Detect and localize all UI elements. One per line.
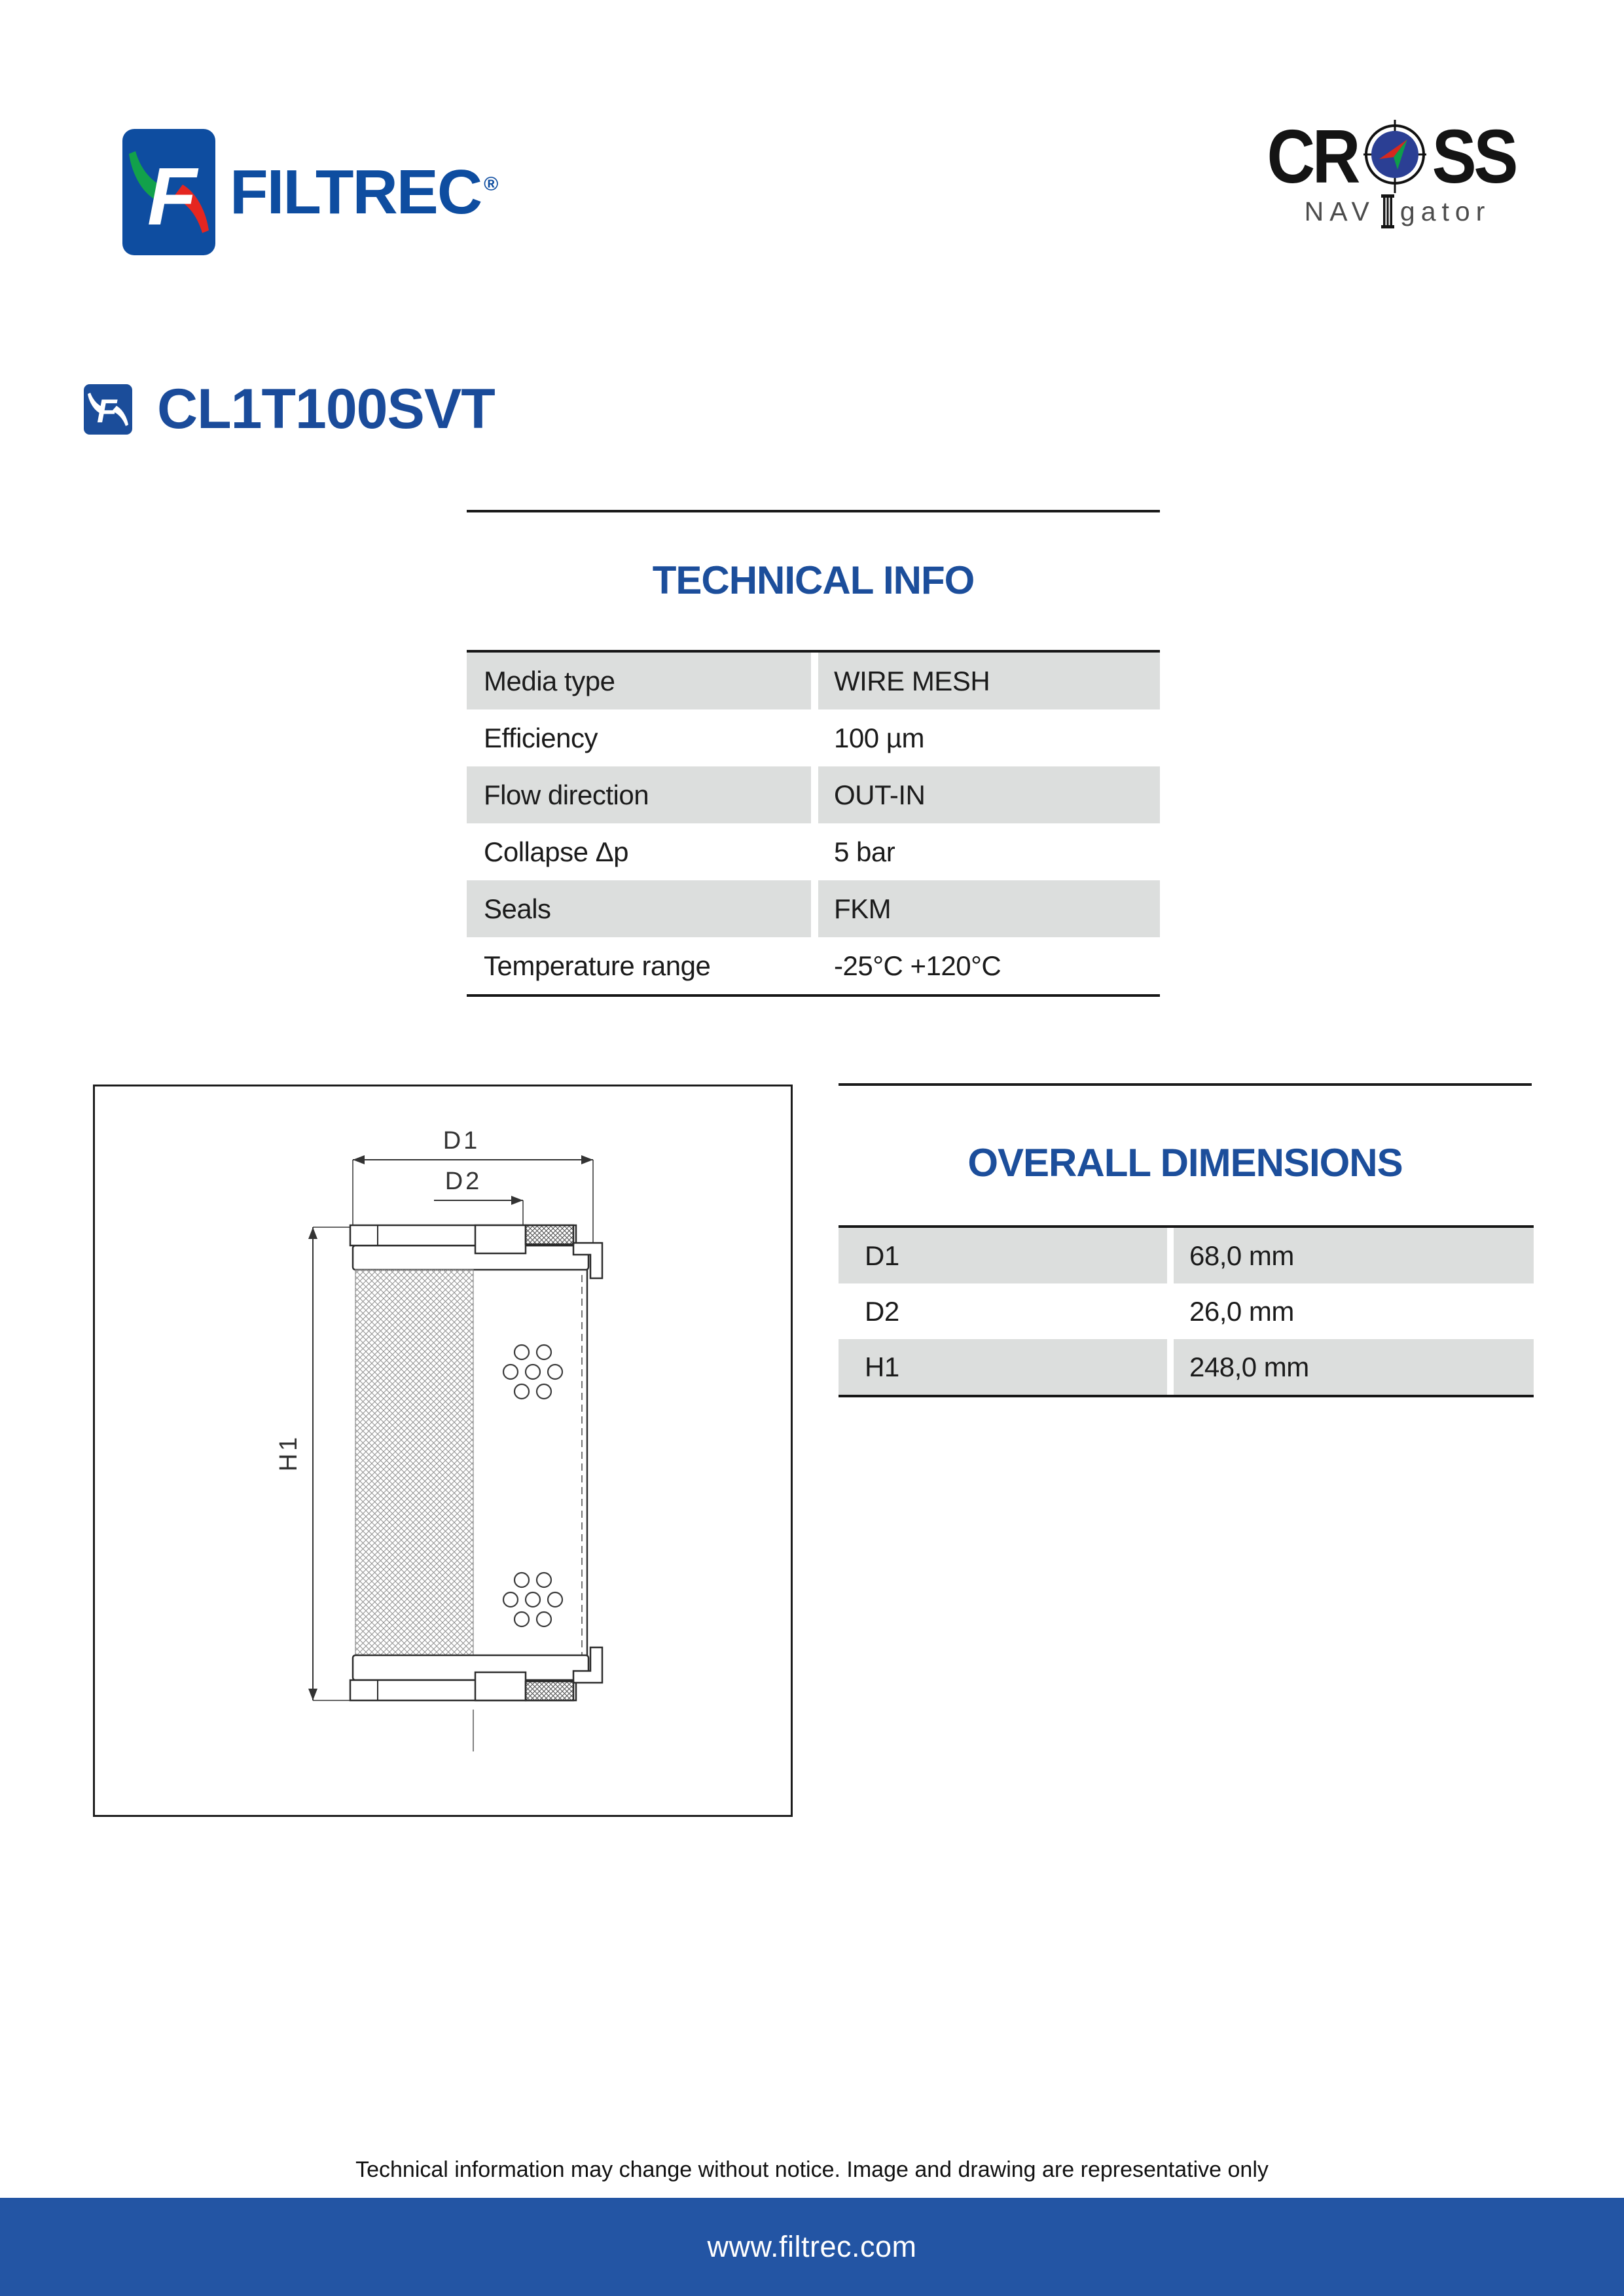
technical-info-top-rule	[467, 510, 1160, 512]
row-value: 100 µm	[834, 722, 924, 753]
compass-icon	[1363, 120, 1426, 193]
table-row	[467, 653, 1160, 709]
product-code: CL1T100SVT	[157, 378, 495, 440]
filtrec-logo-icon	[122, 129, 215, 255]
table-row	[839, 1228, 1534, 1283]
row-label: Seals	[484, 893, 551, 924]
disclaimer-text: Technical information may change without notice. Image and drawing are representative only	[355, 2157, 1269, 2182]
row-value: -25°C +120°C	[834, 950, 1001, 981]
filtrec-logo	[122, 129, 498, 255]
svg-text:F: F	[97, 393, 117, 429]
table-row	[467, 937, 1160, 994]
overall-dimensions-heading: OVERALL DIMENSIONS	[967, 1141, 1403, 1185]
row-label: H1	[865, 1351, 899, 1382]
table-row	[467, 766, 1160, 823]
row-label: Efficiency	[484, 722, 598, 753]
cross-letters-right: SS	[1432, 114, 1516, 199]
row-label: D2	[865, 1295, 899, 1327]
row-value: FKM	[834, 893, 892, 924]
table-row	[467, 880, 1160, 937]
table-row	[839, 1339, 1534, 1395]
table-row	[467, 709, 1160, 766]
nav-letters-right: gator	[1399, 196, 1491, 226]
row-label: Media type	[484, 665, 615, 696]
row-label: Flow direction	[484, 779, 649, 810]
svg-text:D1: D1	[442, 1127, 480, 1155]
row-value: 5 bar	[834, 836, 895, 867]
website-url: www.filtrec.com	[707, 2230, 917, 2263]
svg-text:D2: D2	[444, 1168, 482, 1195]
cross-letters-left: CR	[1267, 114, 1358, 199]
row-value: 26,0 mm	[1189, 1295, 1294, 1327]
row-label: Collapse Δp	[484, 836, 629, 867]
row-value: 68,0 mm	[1189, 1240, 1294, 1271]
overall-dimensions-table	[839, 1225, 1534, 1397]
overall-dimensions-top-rule	[839, 1083, 1532, 1086]
filtrec-wordmark: FILTREC	[230, 156, 482, 227]
technical-info-heading: TECHNICAL INFO	[652, 558, 975, 602]
row-value: OUT-IN	[834, 779, 926, 810]
row-label: D1	[865, 1240, 899, 1271]
table-row	[839, 1283, 1534, 1339]
row-label: Temperature range	[484, 950, 711, 981]
nav-letters-left: NAV	[1304, 196, 1375, 226]
technical-info-table	[467, 650, 1160, 997]
filter-element-drawing	[95, 1086, 791, 1815]
footer-bar	[0, 2198, 1624, 2296]
cross-navigator-logo	[1247, 114, 1535, 228]
row-value: 248,0 mm	[1189, 1351, 1309, 1382]
product-title-block	[84, 377, 495, 442]
row-value: WIRE MESH	[834, 665, 990, 696]
column-icon	[1381, 194, 1394, 228]
registered-mark: ®	[484, 173, 499, 196]
svg-text:H1: H1	[275, 1434, 302, 1472]
table-row	[467, 823, 1160, 880]
svg-text:F: F	[147, 152, 197, 242]
technical-drawing	[93, 1085, 793, 1817]
filtrec-f-icon	[84, 384, 132, 435]
